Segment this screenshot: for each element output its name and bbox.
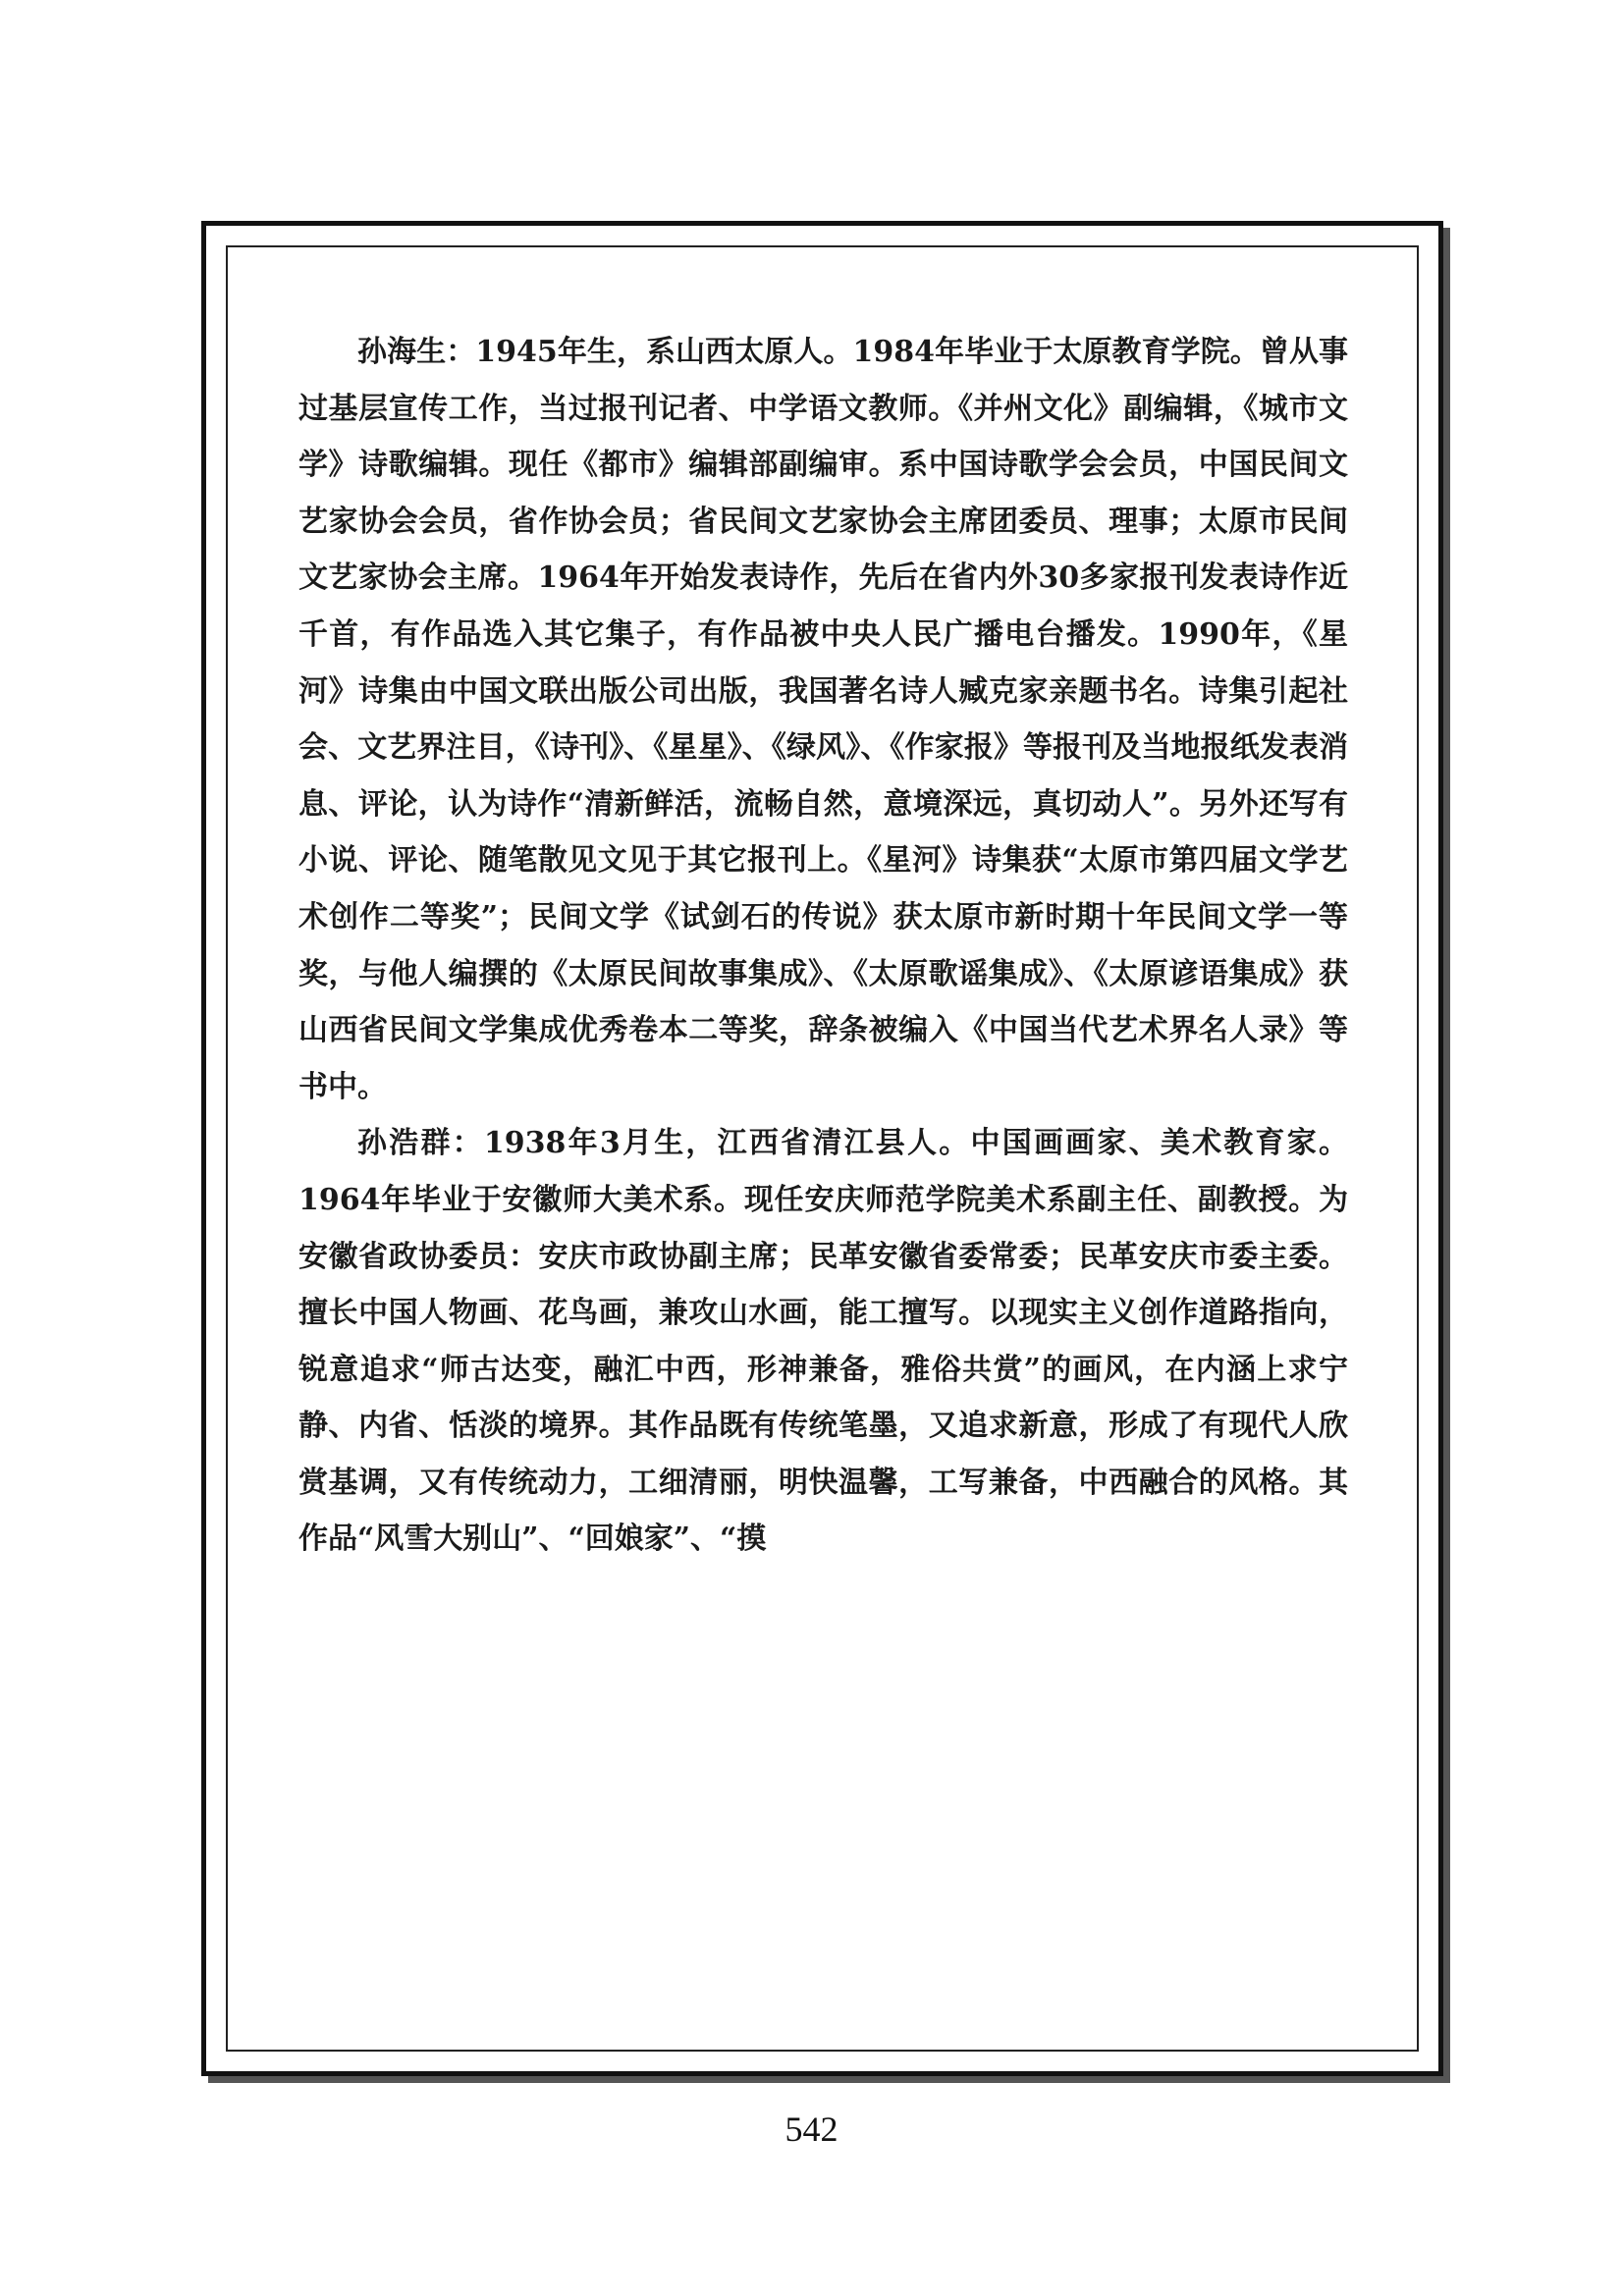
page-border-inner <box>226 245 1419 2052</box>
page-number: 542 <box>784 2109 839 2149</box>
biography-entry-sun-haisheng: 孙海生：1945年生，系山西太原人。1984年毕业于太原教育学院。曾从事过基层宣传工作，当过报刊记者、中学语文教师。《并州文化》副编辑，《城市文学》诗歌编辑。现任《都市》编辑部副编审。系中国诗歌学会会员，中国民间文艺家协会会员，省作协会员；省民间文艺家协会主席团委员、理事；太原市民间文艺家协会主席。1964年开始发表诗作，先后在省内外30多家报刊发表诗作近千首，有作品选入其它集子，有作品被中央人民广播电台播发。1990年，《星河》诗集由中国文联出版公司出版，我国著名诗人臧克家亲题书名。诗集引起社会、文艺界注目，《诗刊》、《星星》、《绿风》、《作家报》等报刊及当地报纸发表消息、评论，认为诗作“清新鲜活，流畅自然，意境深远，真切动人”。另外还写有小说、评论、随笔散见文见于其它报刊上。《星河》诗集获“太原市第四届文学艺术创作二等奖”；民间文学《试剑石的传说》获太原市新时期十年民间文学一等奖，与他人编撰的《太原民间故事集成》、《太原歌谣集成》、《太原谚语集成》获山西省民间文学集成优秀卷本二等奖，辞条被编入《中国当代艺术界名人录》等书中。 <box>298 335 1348 1104</box>
biography-text-block <box>298 324 1348 1568</box>
biography-entry-sun-haoqun: 孙浩群：1938年3月生，江西省清江县人。中国画画家、美术教育家。1964年毕业于安徽师大美术系。现任安庆师范学院美术系副主任、副教授。为安徽省政协委员：安庆市政协副主席；民革安徽省委常委；民革安庆市委主委。擅长中国人物画、花鸟画，兼攻山水画，能工擅写。以现实主义创作道路指向，锐意追求“师古达变，融汇中西，形神兼备，雅俗共赏”的画风，在内涵上求宁静、内省、恬淡的境界。其作品既有传统笔墨，又追求新意，形成了有现代人欣赏基调，又有传统动力，工细清丽，明快温馨，工写兼备，中西融合的风格。其作品“风雪大别山”、“回娘家”、“摸 <box>298 1126 1348 1557</box>
page-border-outer <box>201 221 1443 2076</box>
